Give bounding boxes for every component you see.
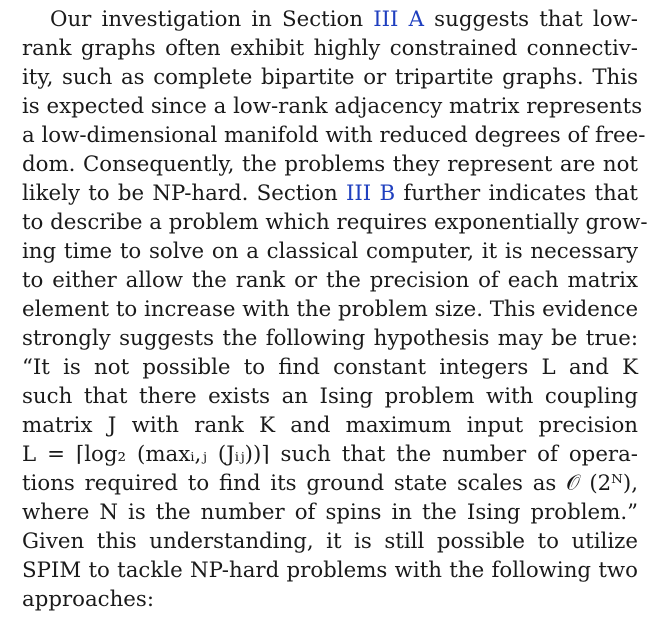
text-line: a low-dimensional manifold with reduced degrees of free- xyxy=(22,123,646,148)
text-line: is expected since a low-rank adjacency matrix represents xyxy=(22,94,643,119)
math-line: tions required to find its ground state scales as 𝒪 (2ᴺ), xyxy=(22,471,638,496)
section-link-iiib[interactable]: III B xyxy=(345,181,396,206)
text-line: where N is the number of spins in the Ising problem.” xyxy=(22,500,638,525)
text-line: such that there exists an Ising problem with coupling xyxy=(22,384,638,409)
text-line: ity, such as complete bipartite or tripartite graphs. This xyxy=(22,65,638,90)
text-line: dom. Consequently, the problems they represent are not xyxy=(22,152,638,177)
section-link-iiia[interactable]: III A xyxy=(373,7,425,32)
text-line: to either allow the rank or the precision of each matrix xyxy=(22,268,638,293)
text-line: approaches: xyxy=(22,587,155,612)
math-line: L = ⌈log₂ (maxᵢ,ⱼ (Jᵢⱼ))⌉ such that the number of opera- xyxy=(22,442,638,467)
text-segment: further indicates that xyxy=(395,181,638,206)
text-line xyxy=(22,179,638,208)
text-line: rank graphs often exhibit highly constrained connectiv- xyxy=(22,36,638,61)
text-segment: suggests that low- xyxy=(424,7,638,32)
text-line: matrix J with rank K and maximum input precision xyxy=(22,413,638,438)
text-line: element to increase with the problem size. This evidence xyxy=(22,297,639,322)
text-segment: Our investigation in Section xyxy=(50,7,374,32)
text-line: “It is not possible to find constant integers L and K xyxy=(22,355,638,380)
text-line: ing time to solve on a classical computer, it is necessary xyxy=(22,239,638,264)
text-segment: likely to be NP-hard. Section xyxy=(22,181,346,206)
text-line: SPIM to tackle NP-hard problems with the following two xyxy=(22,558,638,583)
text-line: to describe a problem which requires exponentially grow- xyxy=(22,210,648,235)
text-line xyxy=(50,5,638,34)
text-line: Given this understanding, it is still possible to utilize xyxy=(22,529,638,554)
text-line: strongly suggests the following hypothesis may be true: xyxy=(22,326,638,351)
